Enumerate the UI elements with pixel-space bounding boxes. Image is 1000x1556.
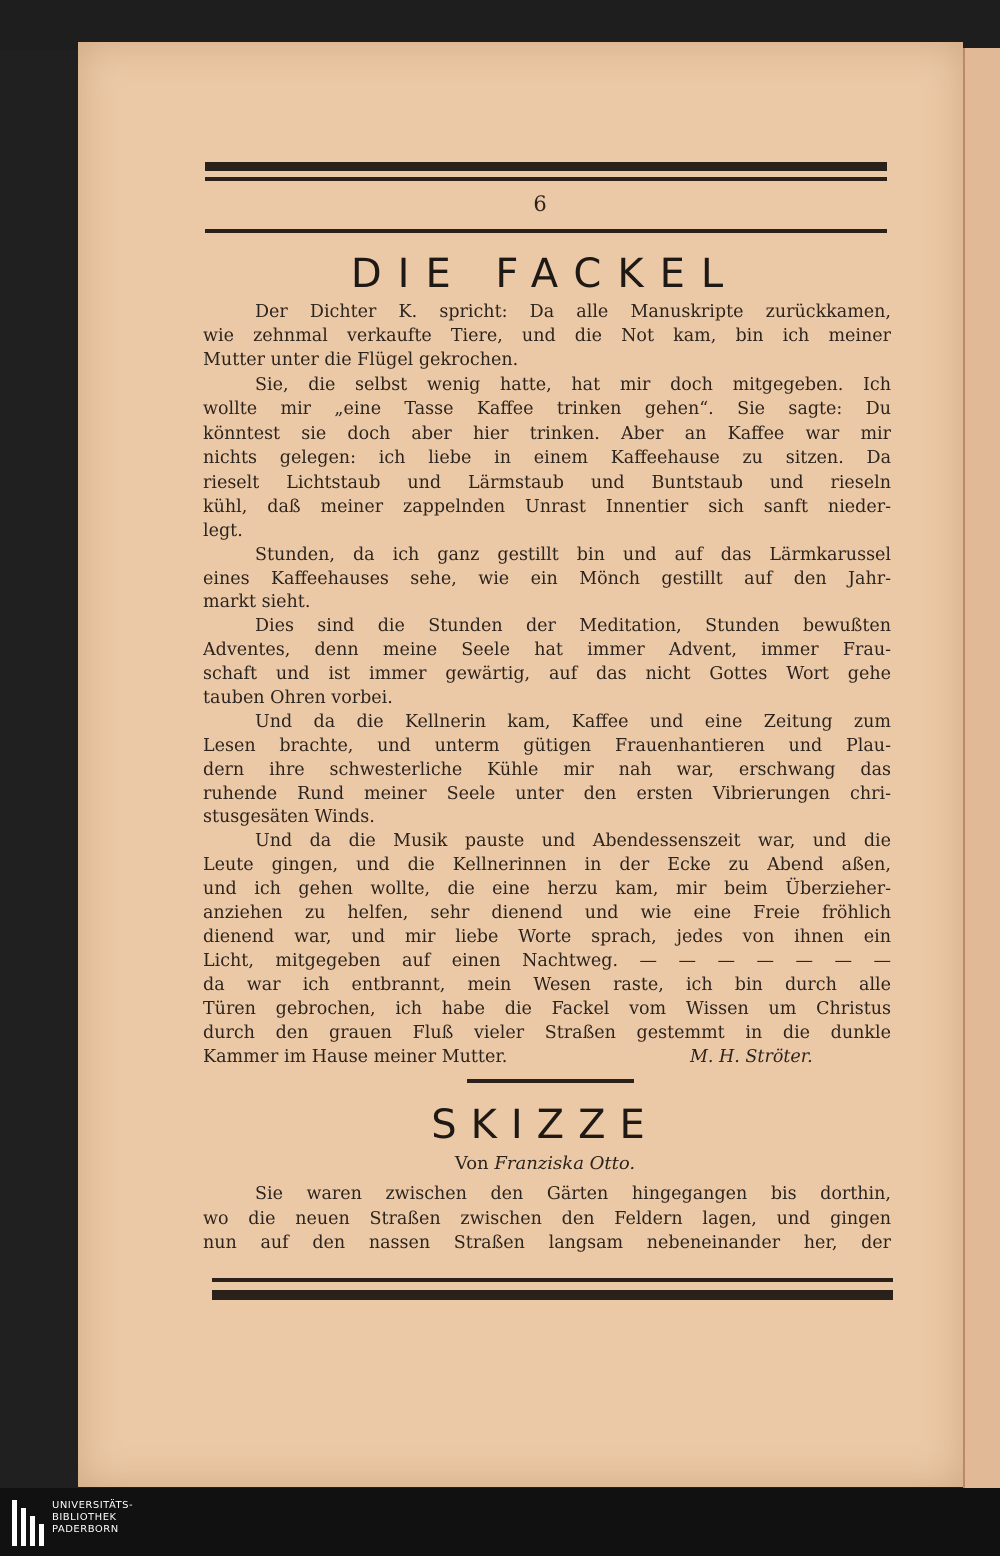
text-line: Licht, mitgegeben auf einen Nachtweg. — — — — — — — — [203, 951, 891, 971]
article-title-skizze: SKIZZE — [431, 1102, 659, 1148]
text-line: durch den grauen Fluß vieler Straßen gestemmt in die dunkle — [203, 1023, 891, 1043]
text-line: nichts gelegen: ich liebe in einem Kaffeehause zu sitzen. Da — [203, 448, 891, 468]
text-line: tauben Ohren vorbei. — [203, 688, 393, 708]
library-logo-text — [52, 1500, 133, 1536]
section-divider — [467, 1079, 634, 1083]
text-line: wollte mir „eine Tasse Kaffee trinken gehen“. Sie sagte: Du — [203, 399, 891, 419]
text-line: stusgesäten Winds. — [203, 807, 375, 827]
text-line: anziehen zu helfen, sehr dienend und wie eine Freie fröhlich — [203, 903, 891, 923]
text-line: kühl, daß meiner zappelnden Unrast Innentier sich sanft nieder- — [203, 497, 891, 517]
text-line: Lesen brachte, und unterm gütigen Frauenhantieren und Plau- — [203, 736, 891, 756]
header-rule — [205, 229, 887, 233]
text-line: Sie waren zwischen den Gärten hingegangen bis dorthin, — [255, 1184, 891, 1204]
text-line: Und da die Musik pauste und Abendessenszeit war, und die — [255, 831, 891, 851]
top-rule-thin — [205, 177, 887, 181]
author-signature: M. H. Ströter. — [690, 1047, 813, 1067]
text-line: Dies sind die Stunden der Meditation, Stunden bewußten — [255, 616, 891, 636]
text-line: Leute gingen, und die Kellnerinnen in der Ecke zu Abend aßen, — [203, 855, 891, 875]
text-line: Türen gebrochen, ich habe die Fackel vom Wissen um Christus — [203, 999, 891, 1019]
text-line: wo die neuen Straßen zwischen den Feldern lagen, und gingen — [203, 1209, 891, 1229]
byline-prefix: Von — [454, 1153, 489, 1174]
library-logo-mark-icon — [12, 1500, 48, 1548]
logo-line: BIBLIOTHEK — [52, 1512, 117, 1523]
bottom-rule-thin — [212, 1278, 893, 1282]
text-line: Stunden, da ich ganz gestillt bin und auf das Lärmkarussel — [255, 545, 891, 565]
logo-line: UNIVERSITÄTS- — [52, 1500, 134, 1511]
text-line: markt sieht. — [203, 592, 311, 612]
text-line: schaft und ist immer gewärtig, auf das nicht Gottes Wort gehe — [203, 664, 891, 684]
byline-author: Franziska Otto. — [494, 1153, 636, 1174]
text-line: und ich gehen wollte, die eine herzu kam, mir beim Überzieher- — [203, 879, 891, 899]
article-title-die-fackel: DIE FACKEL — [350, 251, 740, 297]
text-line: eines Kaffeehauses sehe, wie ein Mönch gestillt auf den Jahr- — [203, 569, 891, 589]
bottom-rule-thick — [212, 1290, 893, 1300]
library-logo — [12, 1500, 162, 1550]
text-line: rieselt Lichtstaub und Lärmstaub und Buntstaub und rieseln — [203, 473, 891, 493]
text-line: wie zehnmal verkaufte Tiere, und die Not kam, bin ich meiner — [203, 326, 891, 346]
text-line: dern ihre schwesterliche Kühle mir nah war, erschwang das — [203, 760, 891, 780]
top-rule-thick — [205, 162, 887, 171]
logo-line: PADERBORN — [52, 1524, 119, 1535]
text-line: dienend war, und mir liebe Worte sprach, jedes von ihnen ein — [203, 927, 891, 947]
page-number: 6 — [533, 192, 547, 216]
text-line: Mutter unter die Flügel gekrochen. — [203, 350, 519, 370]
text-line: ruhende Rund meiner Seele unter den ersten Vibrierungen chri- — [203, 784, 891, 804]
text-line: legt. — [203, 521, 243, 541]
text-line: könntest sie doch aber hier trinken. Aber an Kaffee war mir — [203, 424, 891, 444]
text-line: Der Dichter K. spricht: Da alle Manuskripte zurückkamen, — [255, 302, 891, 322]
byline — [200, 1152, 890, 1176]
text-line: Und da die Kellnerin kam, Kaffee und eine Zeitung zum — [255, 712, 891, 732]
text-line: da war ich entbrannt, mein Wesen raste, ich bin durch alle — [203, 975, 891, 995]
text-line: Sie, die selbst wenig hatte, hat mir doch mitgegeben. Ich — [255, 375, 891, 395]
text-line: nun auf den nassen Straßen langsam nebeneinander her, der — [203, 1233, 891, 1253]
adjacent-page-edge — [963, 48, 1000, 1488]
text-line: Adventes, denn meine Seele hat immer Advent, immer Frau- — [203, 640, 891, 660]
text-line: Kammer im Hause meiner Mutter. — [203, 1047, 508, 1067]
